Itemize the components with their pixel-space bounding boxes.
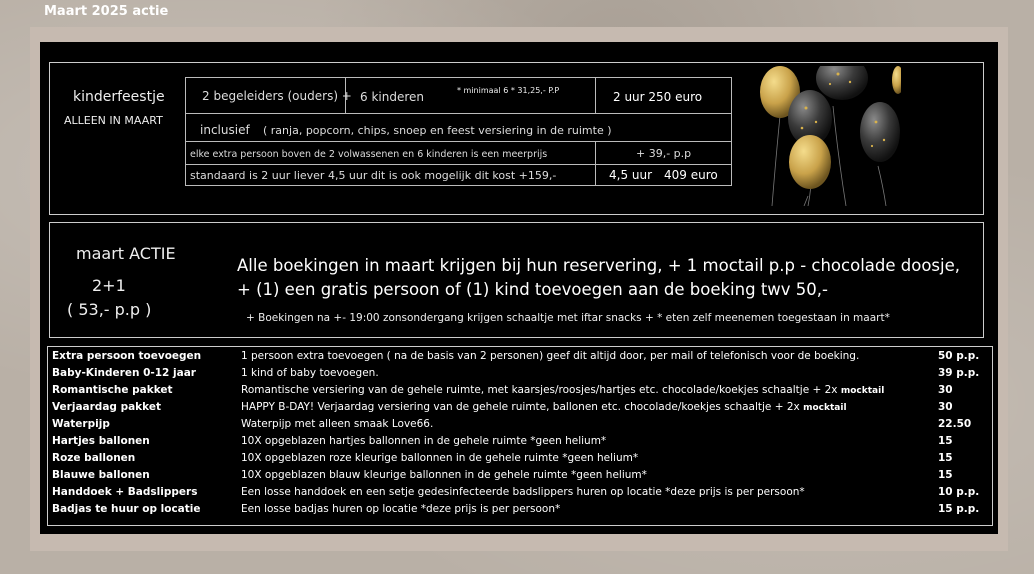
extra-description-text: 1 persoon extra toevoegen ( na de basis van 2 personen) geef dit altijd door, per mail of telefonisch voor de boeking. [241, 350, 860, 362]
extra-description [241, 418, 433, 430]
extra-price: 30 [938, 384, 953, 396]
extra-price: 15 p.p. [938, 503, 980, 515]
table-row [52, 418, 982, 435]
balloons-image [758, 66, 901, 206]
extra-description [241, 435, 606, 447]
extra-description [241, 350, 859, 362]
extra-price: 15 [938, 435, 953, 447]
extra-description-text: Romantische versiering van de gehele ruimte, met kaarsjes/roosjes/hartjes etc. chocolade/koekjes schaaltje + 2x [241, 384, 838, 396]
duur-cell: 2 uur 250 euro [613, 90, 703, 104]
extra-name: Blauwe ballonen [52, 469, 150, 481]
extra-name: Badjas te huur op locatie [52, 503, 201, 515]
extra-description-text: 1 kind of baby toevoegen. [241, 367, 379, 379]
lang-prijs-cell: 409 euro [664, 168, 718, 182]
extra-description-text: 10X opgeblazen hartjes ballonnen in de gehele ruimte *geen helium* [241, 435, 607, 447]
extra-price: 50 p.p. [938, 350, 980, 362]
begeleiders-cell: 2 begeleiders (ouders) + [202, 89, 352, 103]
lang-tijd-cell: 4,5 uur [609, 168, 653, 182]
maart-actie-line2: + (1) een gratis persoon of (1) kind toevoegen aan de boeking twv 50,- [237, 280, 828, 299]
table-row [52, 367, 982, 384]
table-row [52, 486, 982, 503]
maart-actie-deal: 2+1 [92, 276, 126, 295]
kinderen-cell: 6 kinderen [360, 90, 424, 104]
maart-actie-title: maart ACTIE [76, 244, 176, 263]
maart-actie-note: + Boekingen na +- 19:00 zonsondergang krijgen schaaltje met iftar snacks + * eten zelf meenemen toegestaan in maart* [246, 312, 890, 324]
extra-name: Baby-Kinderen 0-12 jaar [52, 367, 196, 379]
extra-description [241, 469, 647, 481]
extra-description [241, 452, 638, 464]
extra-name: Handdoek + Badslippers [52, 486, 198, 498]
extra-name: Extra persoon toevoegen [52, 350, 202, 362]
extra-price: 15 [938, 469, 953, 481]
table-row [52, 503, 982, 520]
kinderfeestje-subtitle: ALLEEN IN MAART [64, 114, 163, 127]
standaard-cell: standaard is 2 uur liever 4,5 uur dit is ook mogelijk dit kost +159,- [190, 169, 557, 182]
extra-name: Hartjes ballonen [52, 435, 150, 447]
extra-name: Verjaardag pakket [52, 401, 161, 413]
extra-cell: elke extra persoon boven de 2 volwassenen en 6 kinderen is een meerprijs [190, 149, 548, 160]
extra-price: 30 [938, 401, 953, 413]
extra-description-suffix: mocktail [840, 386, 885, 396]
extra-description [241, 503, 560, 515]
extra-description-text: 10X opgeblazen roze kleurige ballonnen in de gehele ruimte *geen helium* [241, 452, 639, 464]
extra-description-text: Een losse handdoek en een setje gedesinfecteerde badslippers huren op locatie *deze prijs is per persoon* [241, 486, 805, 498]
extra-description-text: Een losse badjas huren op locatie *deze prijs is per persoon* [241, 503, 561, 515]
extra-name: Roze ballonen [52, 452, 136, 464]
maart-actie-price: ( 53,- p.p ) [67, 300, 152, 319]
extra-description [241, 401, 847, 413]
extra-description [241, 367, 379, 379]
extra-description-text: Waterpijp met alleen smaak Love66. [241, 418, 434, 430]
table-row [52, 469, 982, 486]
extra-description-suffix: mocktail [803, 403, 847, 413]
kinderfeestje-title: kinderfeestje [73, 89, 165, 105]
table-row [52, 452, 982, 469]
maart-actie-line1: Alle boekingen in maart krijgen bij hun reservering, + 1 moctail p.p - chocolade doosje, [237, 256, 961, 275]
extra-price: 39 p.p. [938, 367, 980, 379]
extra-name: Waterpijp [52, 418, 110, 430]
extra-price: 22.50 [938, 418, 972, 430]
table-row [52, 384, 982, 401]
extra-description-text: 10X opgeblazen blauw kleurige ballonnen in de gehele ruimte *geen helium* [241, 469, 647, 481]
extra-description [241, 486, 805, 498]
extra-description [241, 384, 884, 396]
table-row [52, 401, 982, 418]
extra-name: Romantische pakket [52, 384, 173, 396]
extra-price: 10 p.p. [938, 486, 980, 498]
table-row [52, 435, 982, 452]
extra-price-cell: + 39,- p.p [636, 147, 692, 160]
page-title: Maart 2025 actie [44, 4, 169, 19]
inclusief-label: inclusief [200, 123, 250, 137]
inclusief-cell: ( ranja, popcorn, chips, snoep en feest versiering in de ruimte ) [263, 124, 612, 137]
extra-price: 15 [938, 452, 953, 464]
minimaal-cell: * minimaal 6 * 31,25,- P.P [457, 86, 560, 95]
table-row [52, 350, 982, 367]
extra-description-text: HAPPY B-DAY! Verjaardag versiering van de gehele ruimte, ballonen etc. chocolade/koekjes schaaltje + 2x [241, 401, 800, 413]
